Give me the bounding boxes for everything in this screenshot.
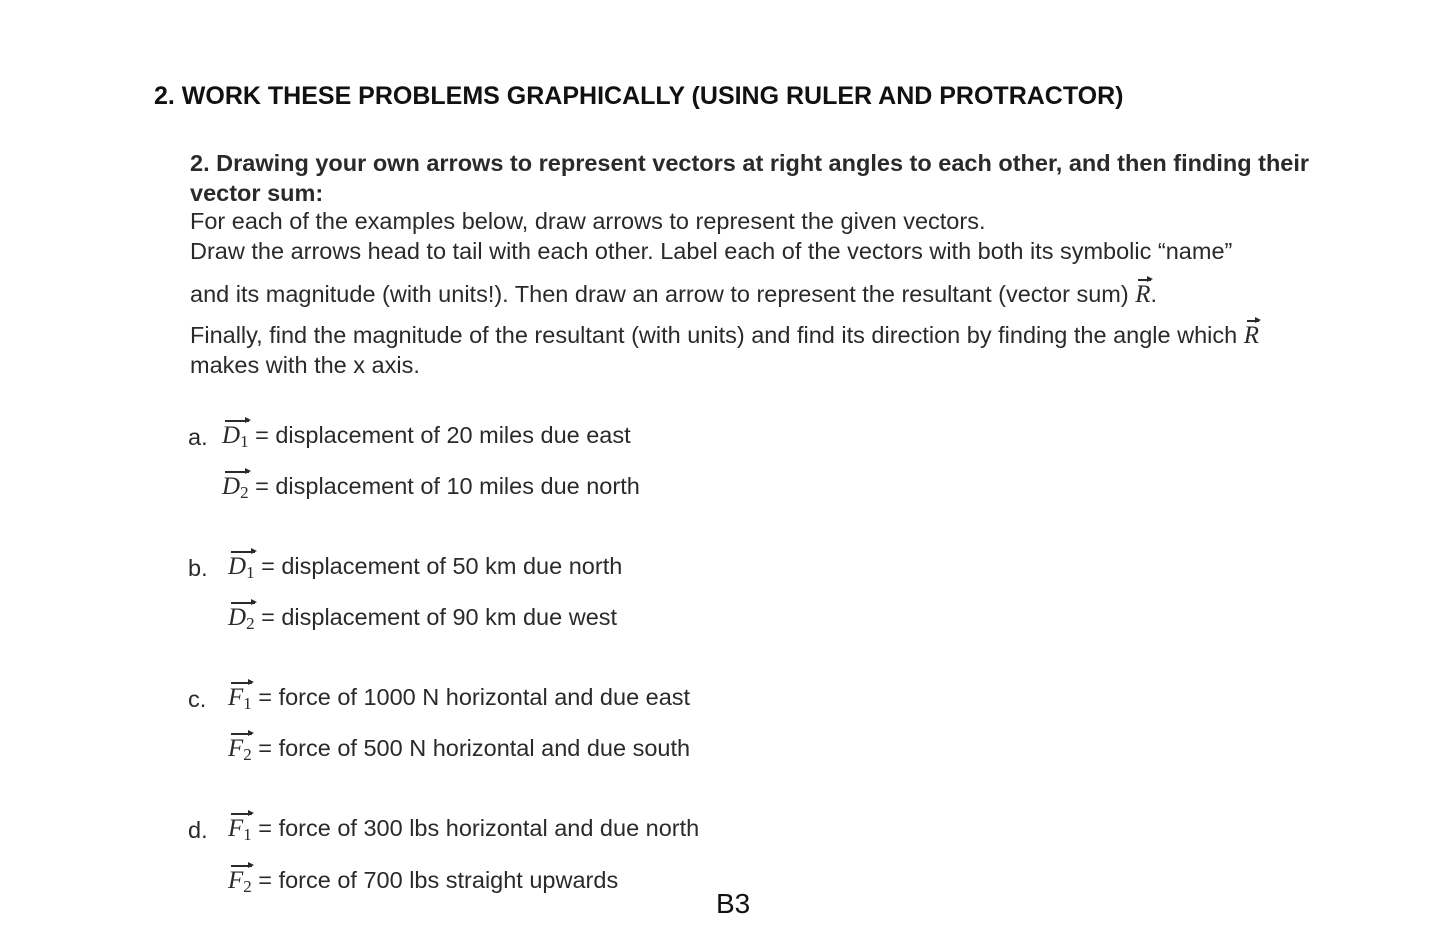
vector-d2-symbol	[222, 473, 249, 503]
instruction-line-4-text: Finally, find the magnitude of the resultant (with units) and find its direction by finding the angle which	[190, 322, 1244, 348]
vector-letter: F	[228, 815, 244, 842]
vector-description: = force of 1000 N horizontal and due east	[251, 684, 691, 710]
vector-subscript: 1	[240, 432, 249, 451]
vector-subscript: 2	[240, 483, 249, 502]
vector-description: = force of 300 lbs horizontal and due north	[251, 815, 700, 841]
vector-d1-symbol	[222, 422, 249, 452]
instruction-line-1: For each of the examples below, draw arrows to represent the given vectors.	[190, 208, 986, 234]
vector-description: = displacement of 20 miles due east	[248, 422, 631, 448]
instruction-line-2: Draw the arrows head to tail with each other. Label each of the vectors with both its symbolic “name”	[190, 238, 1233, 264]
vector-f2-symbol	[228, 735, 252, 765]
problem-d-letter: d.	[188, 817, 208, 843]
instruction-line-3	[190, 281, 1157, 309]
vector-description: = displacement of 90 km due west	[254, 604, 618, 630]
problem-heading: 2. Drawing your own arrows to represent vectors at right angles to each other, and then finding their vector sum:	[190, 150, 1310, 206]
vector-subscript: 2	[243, 877, 252, 896]
instruction-line-3-text: and its magnitude (with units!). Then draw an arrow to represent the resultant (vector sum)	[190, 281, 1136, 307]
resultant-vector-symbol-2: R	[1243, 322, 1260, 349]
vector-description: = displacement of 50 km due north	[254, 553, 623, 579]
page-number: B3	[716, 888, 751, 919]
problem-c-vector-1	[228, 684, 690, 714]
problem-a-vector-1	[222, 422, 631, 452]
instruction-line-5: makes with the x axis.	[190, 352, 420, 378]
instruction-line-4	[190, 322, 1259, 350]
vector-subscript: 1	[243, 694, 252, 713]
vector-d2-symbol	[228, 604, 255, 634]
resultant-vector-symbol: R	[1135, 281, 1151, 308]
vector-letter: F	[228, 867, 244, 894]
vector-subscript: 1	[243, 825, 252, 844]
vector-description: = displacement of 10 miles due north	[248, 473, 640, 499]
vector-letter: D	[228, 553, 247, 580]
vector-letter: D	[222, 422, 241, 449]
problem-c-letter: c.	[188, 686, 207, 712]
problem-c-vector-2	[228, 735, 690, 765]
problem-d-vector-1	[228, 815, 699, 845]
vector-f1-symbol	[228, 684, 252, 714]
section-heading: 2. WORK THESE PROBLEMS GRAPHICALLY (USING RULER AND PROTRACTOR)	[154, 82, 1124, 110]
problem-b-vector-2	[228, 604, 617, 634]
vector-letter: D	[228, 604, 247, 631]
vector-subscript: 2	[246, 614, 255, 633]
vector-d1-symbol	[228, 553, 255, 583]
problem-a-letter: a.	[188, 424, 208, 450]
vector-f2-symbol	[228, 867, 252, 897]
problem-a-vector-2	[222, 473, 640, 503]
vector-description: = force of 700 lbs straight upwards	[251, 867, 619, 893]
vector-letter: D	[222, 473, 241, 500]
problem-b-vector-1	[228, 553, 622, 583]
vector-letter: F	[228, 684, 244, 711]
vector-letter: F	[228, 735, 244, 762]
problem-b-letter: b.	[188, 555, 208, 581]
vector-subscript: 1	[246, 563, 255, 582]
vector-subscript: 2	[243, 745, 252, 764]
instruction-line-3-end: .	[1150, 281, 1158, 307]
vector-description: = force of 500 N horizontal and due south	[251, 735, 691, 761]
vector-f1-symbol	[228, 815, 252, 845]
problem-d-vector-2	[228, 867, 618, 897]
